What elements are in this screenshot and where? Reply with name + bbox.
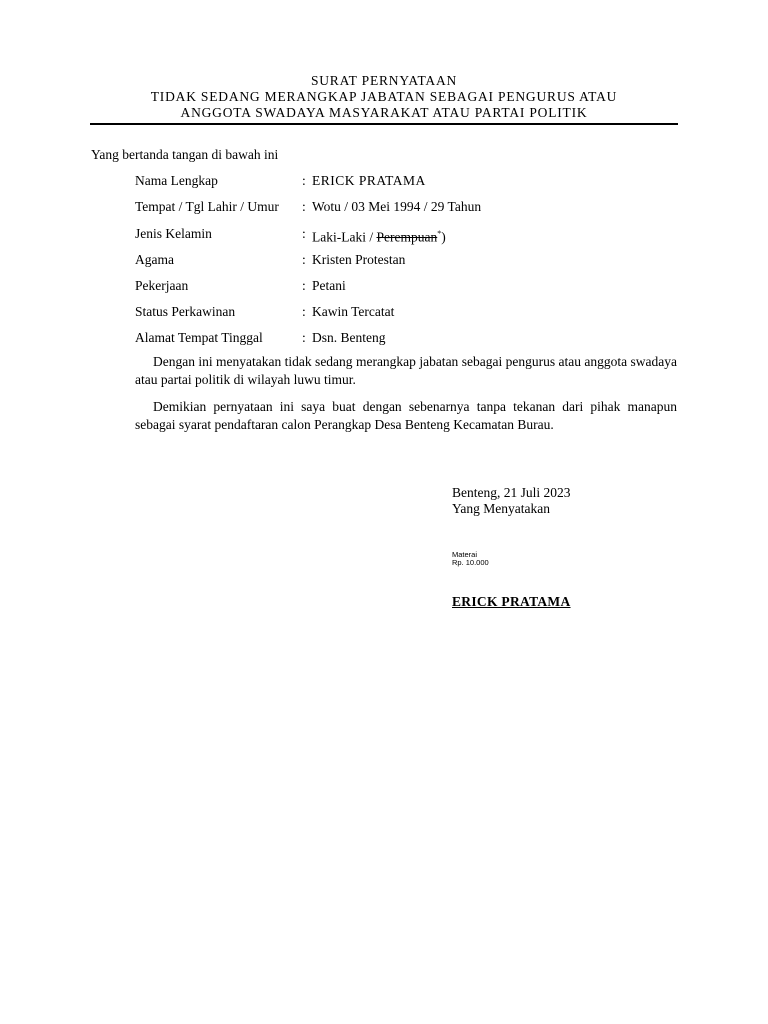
stamp-label: Materai [452,550,478,559]
statement-paragraph: Dengan ini menyatakan tidak sedang merangkap jabatan sebagai pengurus atau anggota swadaya atau partai politik di wilayah luwu timur. [135,354,677,387]
signature-role: Yang Menyatakan [452,501,550,516]
field-value-status: Kawin Tercatat [312,304,395,319]
signature-name: ERICK PRATAMA [452,594,571,609]
field-colon: : [302,199,306,214]
signature-place-date: Benteng, 21 Juli 2023 [452,485,571,500]
field-label-jenis-kelamin: Jenis Kelamin [135,226,212,241]
field-label-pekerjaan: Pekerjaan [135,278,189,293]
document-title: SURAT PERNYATAAN [310,73,458,88]
document-subtitle-line1: TIDAK SEDANG MERANGKAP JABATAN SEBAGAI PENGURUS ATAU [150,89,618,104]
field-colon: : [302,252,306,267]
gender-struck-option: Perempuan [376,229,438,245]
field-colon: : [302,304,306,319]
field-label-ttl: Tempat / Tgl Lahir / Umur [135,199,279,214]
header-divider [90,123,678,125]
closing-paragraph: Demikian pernyataan ini saya buat dengan sebenarnya tanpa tekanan dari pihak manapun sebagai syarat pendaftaran calon Perangkap Desa Benteng Kecamatan Burau. [135,399,677,432]
field-value-pekerjaan: Petani [312,278,346,293]
field-label-agama: Agama [135,252,174,267]
gender-suffix: ) [441,229,446,245]
field-label-nama: Nama Lengkap [135,173,218,188]
field-value-agama: Kristen Protestan [312,252,406,267]
field-label-status: Status Perkawinan [135,304,236,319]
field-colon: : [302,226,306,241]
field-colon: : [302,278,306,293]
field-value-alamat: Dsn. Benteng [312,330,386,345]
field-colon: : [302,173,306,188]
field-value-jenis-kelamin [312,224,446,247]
field-value-nama: ERICK PRATAMA [312,173,426,188]
field-value-ttl: Wotu / 03 Mei 1994 / 29 Tahun [312,199,482,214]
field-colon: : [302,330,306,345]
document-subtitle-line2: ANGGOTA SWADAYA MASYARAKAT ATAU PARTAI POLITIK [180,105,588,120]
intro-text: Yang bertanda tangan di bawah ini [91,147,279,162]
stamp-value: Rp. 10.000 [452,558,489,567]
footnote-marker: * [437,229,442,238]
gender-value: Laki-Laki / [312,229,377,245]
field-label-alamat: Alamat Tempat Tinggal [135,330,263,345]
